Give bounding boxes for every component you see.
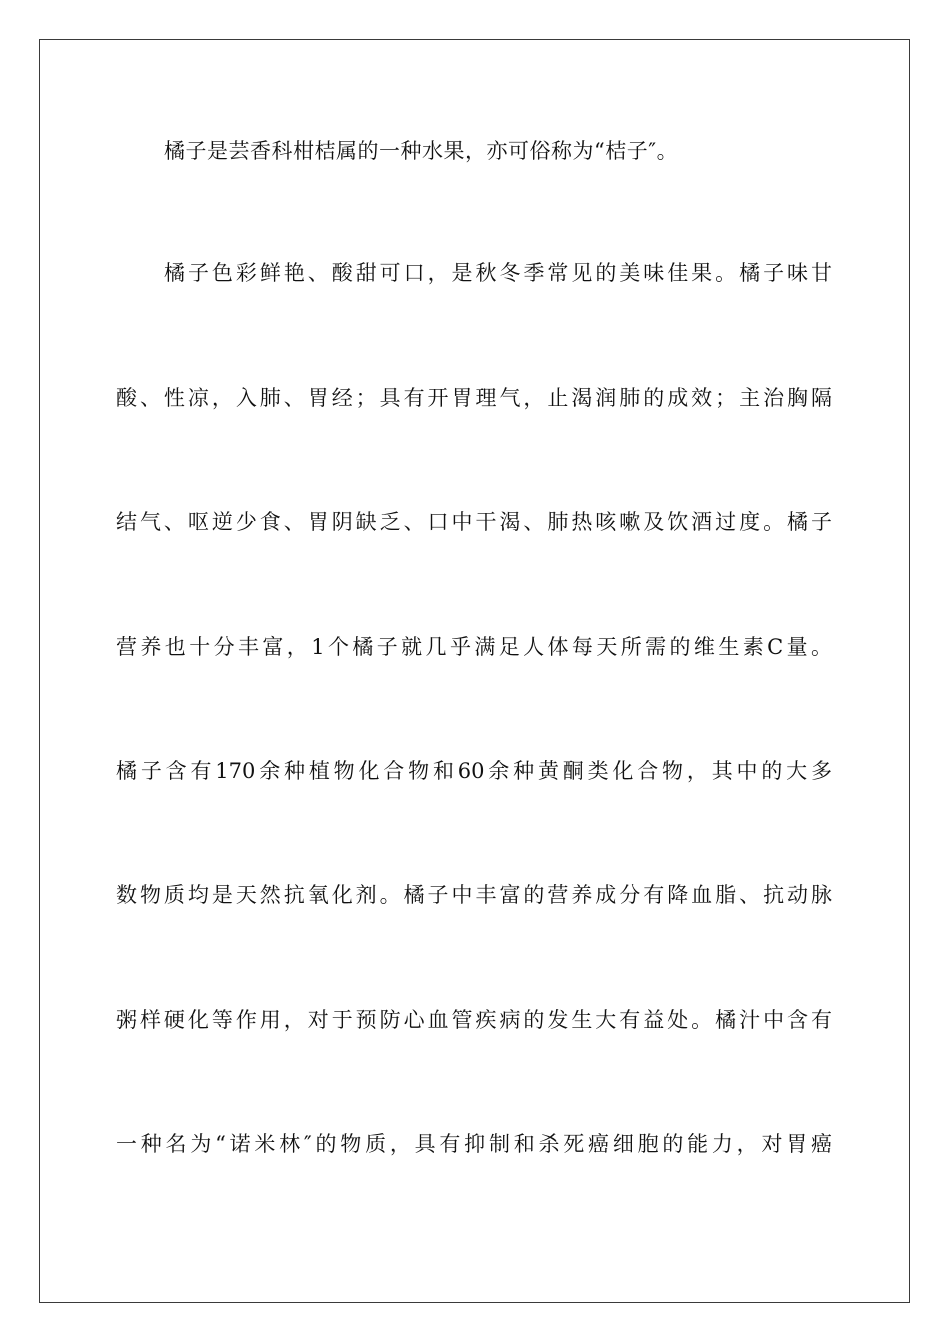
- paragraph-2-line-5: 橘子含有170余种植物化合物和60余种黄酮类化合物，其中的大多: [116, 759, 832, 783]
- paragraph-2-line-3: 结气、呕逆少食、胃阴缺乏、口中干渴、肺热咳嗽及饮酒过度。橘子: [116, 510, 832, 534]
- paragraph-2-line-6: 数物质均是天然抗氧化剂。橘子中丰富的营养成分有降血脂、抗动脉: [116, 883, 832, 907]
- paragraph-2-line-4: 营养也十分丰富，1个橘子就几乎满足人体每天所需的维生素C量。: [116, 635, 832, 659]
- page-border: [39, 39, 910, 1303]
- paragraph-2-line-8: 一种名为“诺米林″的物质，具有抑制和杀死癌细胞的能力，对胃癌: [116, 1132, 832, 1156]
- paragraph-2-line-1: 橘子色彩鲜艳、酸甜可口，是秋冬季常见的美味佳果。橘子味甘: [164, 261, 832, 285]
- paragraph-1-line-1: 橘子是芸香科柑桔属的一种水果，亦可俗称为“桔子″。: [164, 139, 679, 163]
- paragraph-2-line-2: 酸、性凉，入肺、胃经；具有开胃理气，止渴润肺的成效；主治胸隔: [116, 386, 832, 410]
- paragraph-2-line-7: 粥样硬化等作用，对于预防心血管疾病的发生大有益处。橘汁中含有: [116, 1008, 832, 1032]
